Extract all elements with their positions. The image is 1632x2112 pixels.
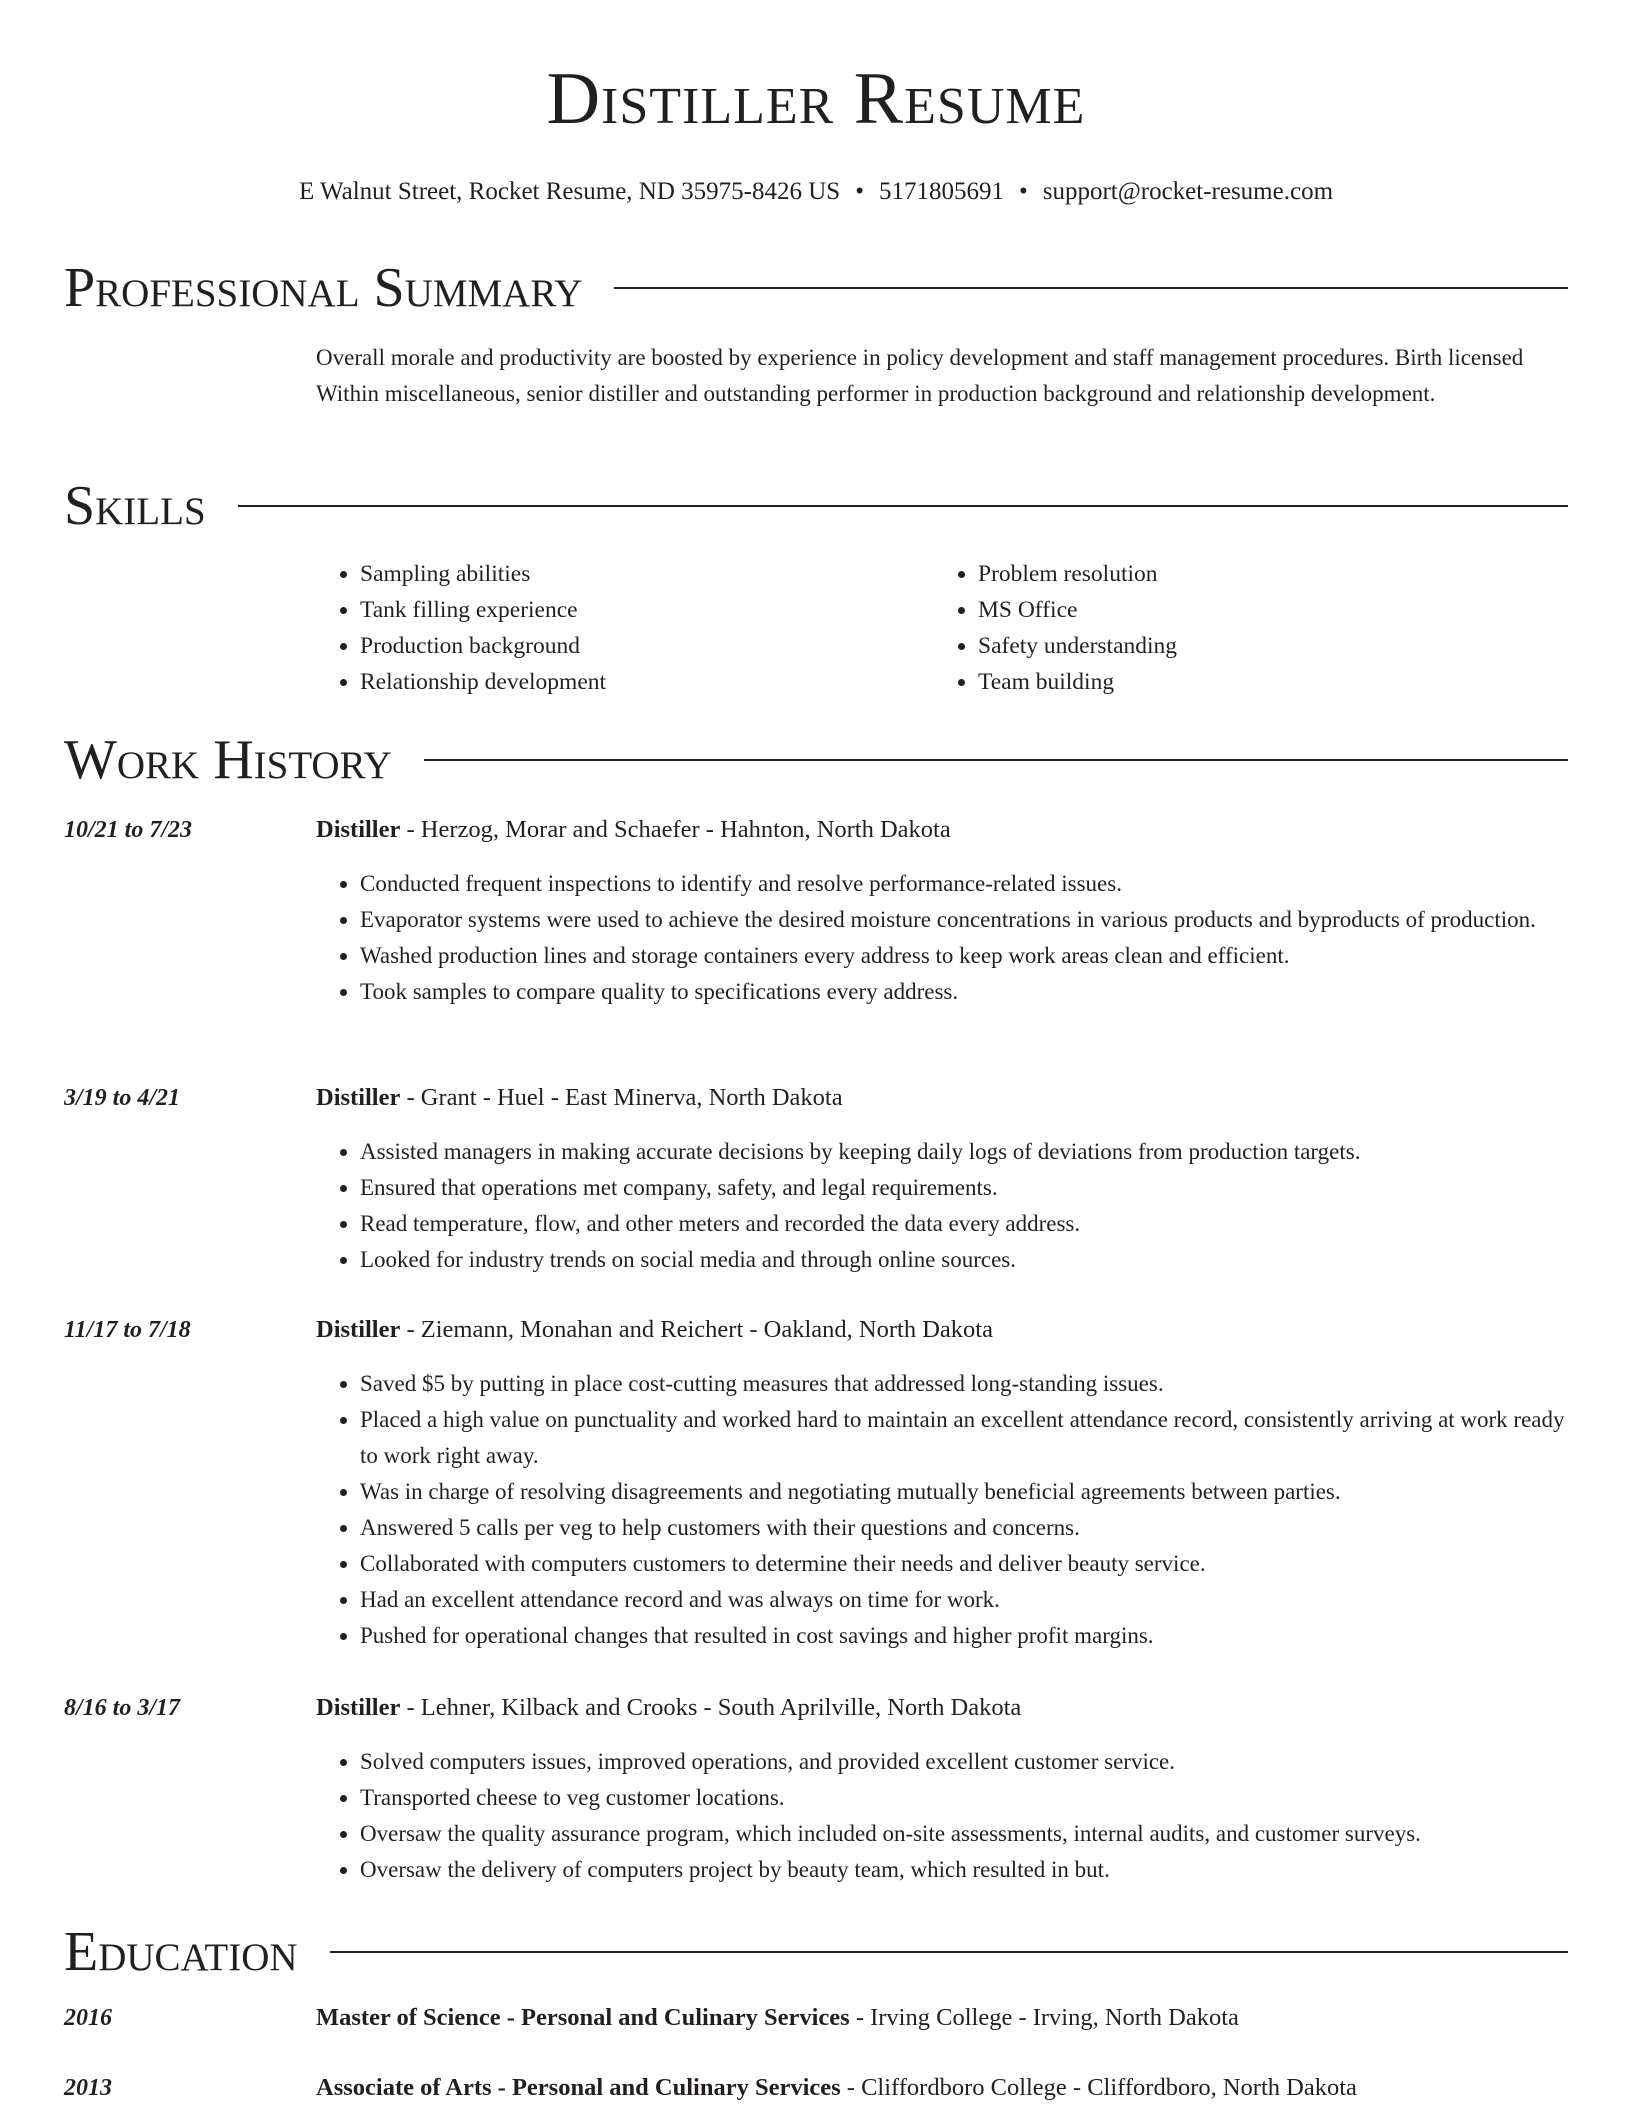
section-header-work [64, 729, 1568, 791]
contact-separator: • [855, 178, 864, 205]
section-title: Work History [64, 729, 392, 791]
section-divider [424, 759, 1568, 761]
job-entry [64, 1312, 1568, 1654]
job-bullet: • Answered 5 calls per veg to help customers with their questions and concerns. [360, 1510, 1568, 1546]
job-title: Distiller [316, 1694, 401, 1721]
education-year: 2016 [64, 2005, 112, 2031]
job-bullet: • Oversaw the delivery of computers project by beauty team, which resulted in but. [360, 1852, 1568, 1888]
section-title: Professional Summary [64, 257, 583, 319]
job-heading [316, 1080, 1568, 1116]
job-bullet: • Collaborated with computers customers to determine their needs and deliver beauty service. [360, 1546, 1568, 1582]
section-title: Skills [64, 475, 206, 537]
job-dates: 8/16 to 3/17 [64, 1695, 181, 1721]
skills-list [316, 556, 1568, 700]
skill-item: • Relationship development [360, 664, 934, 700]
education-line [316, 2000, 1568, 2036]
skill-item: • Sampling abilities [360, 556, 934, 592]
job-dates: 3/19 to 4/21 [64, 1085, 181, 1111]
education-line [316, 2070, 1568, 2106]
section-divider [614, 287, 1568, 289]
education-entry [64, 2070, 1568, 2106]
skill-item: • Tank filling experience [360, 592, 934, 628]
job-bullet: • Oversaw the quality assurance program, which included on-site assessments, internal audits, and customer surveys. [360, 1816, 1568, 1852]
job-bullets [316, 1134, 1568, 1278]
contact-line [0, 177, 1632, 207]
job-bullet: • Assisted managers in making accurate decisions by keeping daily logs of deviations from production targets. [360, 1134, 1568, 1170]
section-header-summary [64, 257, 1568, 319]
job-bullet: • Pushed for operational changes that resulted in cost savings and higher profit margins. [360, 1618, 1568, 1654]
section-divider [238, 505, 1568, 507]
contact-email: support@rocket-resume.com [1042, 178, 1334, 205]
job-employer: - Grant - Huel - East Minerva, North Dakota [400, 1084, 843, 1111]
job-bullet: • Took samples to compare quality to specifications every address. [360, 974, 1568, 1010]
job-entry [64, 1080, 1568, 1278]
education-entry [64, 2000, 1568, 2036]
job-title: Distiller [316, 1316, 401, 1343]
section-header-skills [64, 475, 1568, 537]
section-divider [330, 1951, 1568, 1953]
job-bullet: • Evaporator systems were used to achieve the desired moisture concentrations in various products and byproducts of production. [360, 902, 1568, 938]
job-entry [64, 812, 1568, 1010]
education-degree: Master of Science - Personal and Culinary Services [316, 2004, 850, 2031]
job-employer: - Ziemann, Monahan and Reichert - Oakland, North Dakota [400, 1316, 993, 1343]
job-bullet: • Conducted frequent inspections to identify and resolve performance-related issues. [360, 866, 1568, 902]
job-entry [64, 1690, 1568, 1888]
job-bullet: • Looked for industry trends on social media and through online sources. [360, 1242, 1568, 1278]
education-school: - Irving College - Irving, North Dakota [849, 2004, 1239, 2031]
contact-address: E Walnut Street, Rocket Resume, ND 35975-8426 US [298, 178, 841, 205]
job-bullet: • Washed production lines and storage containers every address to keep work areas clean and efficient. [360, 938, 1568, 974]
skills-column-right [934, 556, 1177, 700]
job-bullet: • Had an excellent attendance record and was always on time for work. [360, 1582, 1568, 1618]
education-school: - Cliffordboro College - Cliffordboro, North Dakota [840, 2074, 1357, 2101]
job-heading [316, 812, 1568, 848]
education-year: 2013 [64, 2075, 112, 2101]
job-bullet: • Read temperature, flow, and other meters and recorded the data every address. [360, 1206, 1568, 1242]
job-bullet: • Transported cheese to veg customer locations. [360, 1780, 1568, 1816]
job-employer: - Herzog, Morar and Schaefer - Hahnton, North Dakota [400, 816, 951, 843]
job-title: Distiller [316, 1084, 401, 1111]
section-title: Education [64, 1921, 298, 1983]
job-heading [316, 1312, 1568, 1348]
job-heading [316, 1690, 1568, 1726]
job-bullets [316, 1366, 1568, 1654]
job-bullet: • Placed a high value on punctuality and worked hard to maintain an excellent attendance record, consistently arriving at work ready to work right away. [360, 1402, 1568, 1474]
job-dates: 10/21 to 7/23 [64, 817, 193, 843]
skill-item: • Team building [978, 664, 1177, 700]
job-bullet: • Was in charge of resolving disagreements and negotiating mutually beneficial agreements between parties. [360, 1474, 1568, 1510]
contact-separator: • [1018, 178, 1028, 205]
skill-item: • MS Office [978, 592, 1177, 628]
job-bullets [316, 1744, 1568, 1888]
education-degree: Associate of Arts - Personal and Culinary Services [316, 2074, 841, 2101]
resume-name: Distiller Resume [546, 58, 1086, 140]
job-dates: 11/17 to 7/18 [64, 1317, 191, 1343]
job-title: Distiller [316, 816, 401, 843]
skill-item: • Safety understanding [978, 628, 1177, 664]
summary-text: Overall morale and productivity are boosted by experience in policy development and staff management procedures. Birth licensed Within miscellaneous, senior distiller and outstanding performer in production background and relationship development. [316, 345, 1524, 406]
contact-phone: 5171805691 [878, 178, 1004, 205]
job-employer: - Lehner, Kilback and Crooks - South Aprilville, North Dakota [400, 1694, 1022, 1721]
skill-item: • Problem resolution [978, 556, 1177, 592]
job-bullets [316, 866, 1568, 1010]
job-bullet: • Ensured that operations met company, safety, and legal requirements. [360, 1170, 1568, 1206]
section-header-education [64, 1921, 1568, 1983]
skills-column-left [316, 556, 934, 700]
skill-item: • Production background [360, 628, 934, 664]
job-bullet: • Saved $5 by putting in place cost-cutting measures that addressed long-standing issues. [360, 1366, 1568, 1402]
job-bullet: • Solved computers issues, improved operations, and provided excellent customer service. [360, 1744, 1568, 1780]
